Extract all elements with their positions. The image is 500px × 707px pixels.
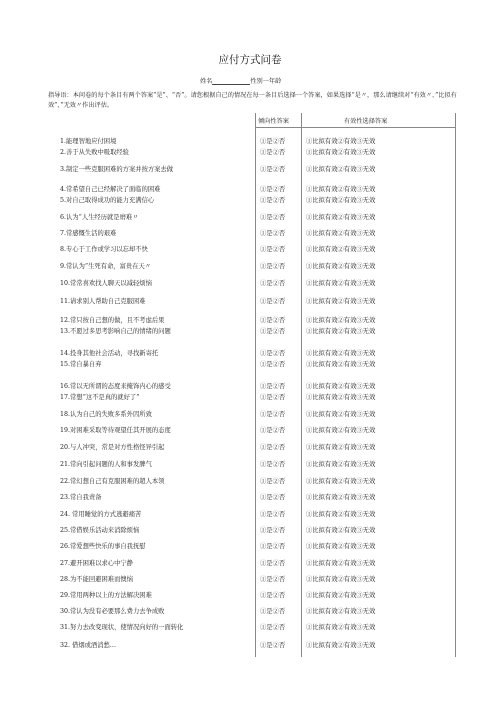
validity-options-28[interactable]: ①比拟有效②有效③无效: [306, 576, 376, 583]
tendency-options-21[interactable]: ①是②否: [260, 461, 286, 468]
tendency-options-24[interactable]: ①是②否: [260, 511, 286, 518]
tendency-options-8[interactable]: ①是②否: [260, 246, 286, 253]
validity-options-10[interactable]: ①比拟有效②有效③无效: [306, 280, 376, 287]
tendency-options-16[interactable]: ①是②否: [260, 383, 286, 390]
tendency-options-7[interactable]: ①是②否: [260, 230, 286, 237]
question-item-8: 8.专心于工作或学习以忘却不快: [60, 246, 148, 253]
validity-options-1[interactable]: ①比拟有效②有效③无效: [306, 138, 376, 145]
validity-options-25[interactable]: ①比拟有效②有效③无效: [306, 527, 376, 534]
question-item-10: 10.常常喜欢找人聊天以减轻烦恼: [60, 280, 152, 287]
tendency-options-32[interactable]: ①是②否: [260, 642, 286, 649]
validity-options-4[interactable]: ①比拟有效②有效③无效: [306, 186, 376, 193]
tendency-options-23[interactable]: ①是②否: [260, 494, 286, 501]
tendency-options-30[interactable]: ①是②否: [260, 608, 286, 615]
validity-options-15[interactable]: ①比拟有效②有效③无效: [306, 361, 376, 368]
question-item-30: 30.常认为没有必要那么费力去争成败: [60, 608, 165, 615]
tendency-options-2[interactable]: ①是②否: [260, 149, 286, 156]
tendency-header: 倾向性答案: [258, 118, 289, 125]
validity-options-29[interactable]: ①比拟有效②有效③无效: [306, 592, 376, 599]
question-item-17: 17.常想“这不是真的就好了”: [60, 394, 140, 401]
name-label: 姓名: [200, 78, 213, 85]
question-item-25: 25.常借娱乐活动来消除烦恼: [60, 527, 140, 534]
validity-options-17[interactable]: ①比拟有效②有效③无效: [306, 394, 376, 401]
question-item-32: 32. 借烟或酒消愁…: [60, 642, 117, 649]
question-item-19: 19.对困难采取等待观望任其开展的态度: [60, 427, 171, 434]
tendency-options-11[interactable]: ①是②否: [260, 298, 286, 305]
tendency-options-27[interactable]: ①是②否: [260, 560, 286, 567]
question-item-12: 12.常只按自己想的做，且不考虑后果: [60, 317, 165, 324]
question-item-2: 2.善于从失败中吸取经验: [60, 149, 129, 156]
validity-header: 有效性选择答案: [344, 118, 388, 125]
question-item-11: 11.请求别人帮助自己克服困难: [60, 298, 146, 305]
question-item-1: 1.能理智地应付困境: [60, 138, 117, 145]
question-item-9: 9.常认为“生死有命，富贵在天〃: [60, 263, 152, 270]
tendency-options-22[interactable]: ①是②否: [260, 478, 286, 485]
tendency-options-12[interactable]: ①是②否: [260, 317, 286, 324]
tendency-options-4[interactable]: ①是②否: [260, 186, 286, 193]
question-item-5: 5.对自己取得成功的能力充满信心: [60, 197, 155, 204]
question-item-3: 3.制定一些克服困难的方案并按方案去做: [60, 166, 174, 173]
validity-options-23[interactable]: ①比拟有效②有效③无效: [306, 494, 376, 501]
validity-options-32[interactable]: ①比拟有效②有效③无效: [306, 642, 376, 649]
validity-options-12[interactable]: ①比拟有效②有效③无效: [306, 317, 376, 324]
tendency-options-1[interactable]: ①是②否: [260, 138, 286, 145]
tendency-options-19[interactable]: ①是②否: [260, 427, 286, 434]
tendency-options-26[interactable]: ①是②否: [260, 543, 286, 550]
tendency-options-5[interactable]: ①是②否: [260, 197, 286, 204]
validity-options-21[interactable]: ①比拟有效②有效③无效: [306, 461, 376, 468]
table-divider-middle: [301, 113, 302, 657]
validity-options-8[interactable]: ①比拟有效②有效③无效: [306, 246, 376, 253]
tendency-options-17[interactable]: ①是②否: [260, 394, 286, 401]
question-item-28: 28.为不能回避困难而懊恼: [60, 576, 133, 583]
respondent-info: [200, 76, 281, 85]
table-divider-right: [455, 113, 456, 657]
tendency-options-20[interactable]: ①是②否: [260, 444, 286, 451]
header-divider: [255, 127, 455, 128]
validity-options-2[interactable]: ①比拟有效②有效③无效: [306, 149, 376, 156]
table-divider-left: [255, 113, 256, 657]
validity-options-24[interactable]: ①比拟有效②有效③无效: [306, 511, 376, 518]
tendency-options-29[interactable]: ①是②否: [260, 592, 286, 599]
tendency-options-10[interactable]: ①是②否: [260, 280, 286, 287]
validity-options-11[interactable]: ①比拟有效②有效③无效: [306, 298, 376, 305]
tendency-options-9[interactable]: ①是②否: [260, 263, 286, 270]
validity-options-30[interactable]: ①比拟有效②有效③无效: [306, 608, 376, 615]
question-item-29: 29.常用两种以上的方法解决困难: [60, 592, 152, 599]
tendency-options-25[interactable]: ①是②否: [260, 527, 286, 534]
question-item-15: 15.常自暴自弃: [60, 361, 102, 368]
question-item-22: 22.常幻想自己有克服困难的超人本领: [60, 478, 165, 485]
page-title: 应付方式问卷: [218, 54, 282, 66]
question-item-20: 20.与人冲突，常是对方性格怪异引起: [60, 444, 165, 451]
validity-options-20[interactable]: ①比拟有效②有效③无效: [306, 444, 376, 451]
question-item-14: 14.投身其他社会活动，寻找新寄托: [60, 350, 159, 357]
validity-options-18[interactable]: ①比拟有效②有效③无效: [306, 411, 376, 418]
name-blank: [212, 78, 250, 85]
question-item-31: 31.努力去改变现状，使情况向好的一面转化: [60, 624, 184, 631]
question-item-7: 7.常感慨生活的艰难: [60, 230, 117, 237]
question-item-18: 18.认为自己的失败多系外因所致: [60, 411, 152, 418]
tendency-options-6[interactable]: ①是②否: [260, 214, 286, 221]
gender-age-label: 性别一年龄: [250, 78, 282, 85]
tendency-options-31[interactable]: ①是②否: [260, 624, 286, 631]
tendency-options-13[interactable]: ①是②否: [260, 328, 286, 335]
validity-options-9[interactable]: ①比拟有效②有效③无效: [306, 263, 376, 270]
instructions: 指导语：本问卷的每个条目有两个答案“是”、“否”。请您根据自己的情况在每一条目后选择一个答案，如果选择“是〃，那么请继续对“有效〃、”比拟有效”、”无效〃作出评估。: [48, 92, 457, 109]
validity-options-26[interactable]: ①比拟有效②有效③无效: [306, 543, 376, 550]
tendency-options-15[interactable]: ①是②否: [260, 361, 286, 368]
validity-options-5[interactable]: ①比拟有效②有效③无效: [306, 197, 376, 204]
question-item-13: 13.不愿过多思考影响自己的情绪的问题: [60, 328, 171, 335]
validity-options-3[interactable]: ①比拟有效②有效③无效: [306, 166, 376, 173]
question-item-6: 6.认为“人生经历就是磨难〃: [60, 214, 139, 221]
question-item-26: 26.常爱想些快乐的事自我抚慰: [60, 543, 146, 550]
validity-options-16[interactable]: ①比拟有效②有效③无效: [306, 383, 376, 390]
question-item-16: 16.常以无所谓的态度来掩饰内心的感受: [60, 383, 171, 390]
validity-options-6[interactable]: ①比拟有效②有效③无效: [306, 214, 376, 221]
question-item-21: 21.常向引起问题的人和事发脾气: [60, 461, 152, 468]
tendency-options-3[interactable]: ①是②否: [260, 166, 286, 173]
tendency-options-28[interactable]: ①是②否: [260, 576, 286, 583]
question-item-4: 4.常希望自己已经解决了面临的困难: [60, 186, 161, 193]
tendency-options-14[interactable]: ①是②否: [260, 350, 286, 357]
validity-options-31[interactable]: ①比拟有效②有效③无效: [306, 624, 376, 631]
question-item-23: 23.常自我责备: [60, 494, 102, 501]
validity-options-14[interactable]: ①比拟有效②有效③无效: [306, 350, 376, 357]
validity-options-22[interactable]: ①比拟有效②有效③无效: [306, 478, 376, 485]
validity-options-7[interactable]: ①比拟有效②有效③无效: [306, 230, 376, 237]
validity-options-13[interactable]: ①比拟有效②有效③无效: [306, 328, 376, 335]
question-item-24: 24. 常用睡觉的方式逃避痛苦: [60, 511, 142, 518]
validity-options-19[interactable]: ①比拟有效②有效③无效: [306, 427, 376, 434]
tendency-options-18[interactable]: ①是②否: [260, 411, 286, 418]
question-item-27: 27.避开困难以求心中宁静: [60, 560, 133, 567]
validity-options-27[interactable]: ①比拟有效②有效③无效: [306, 560, 376, 567]
